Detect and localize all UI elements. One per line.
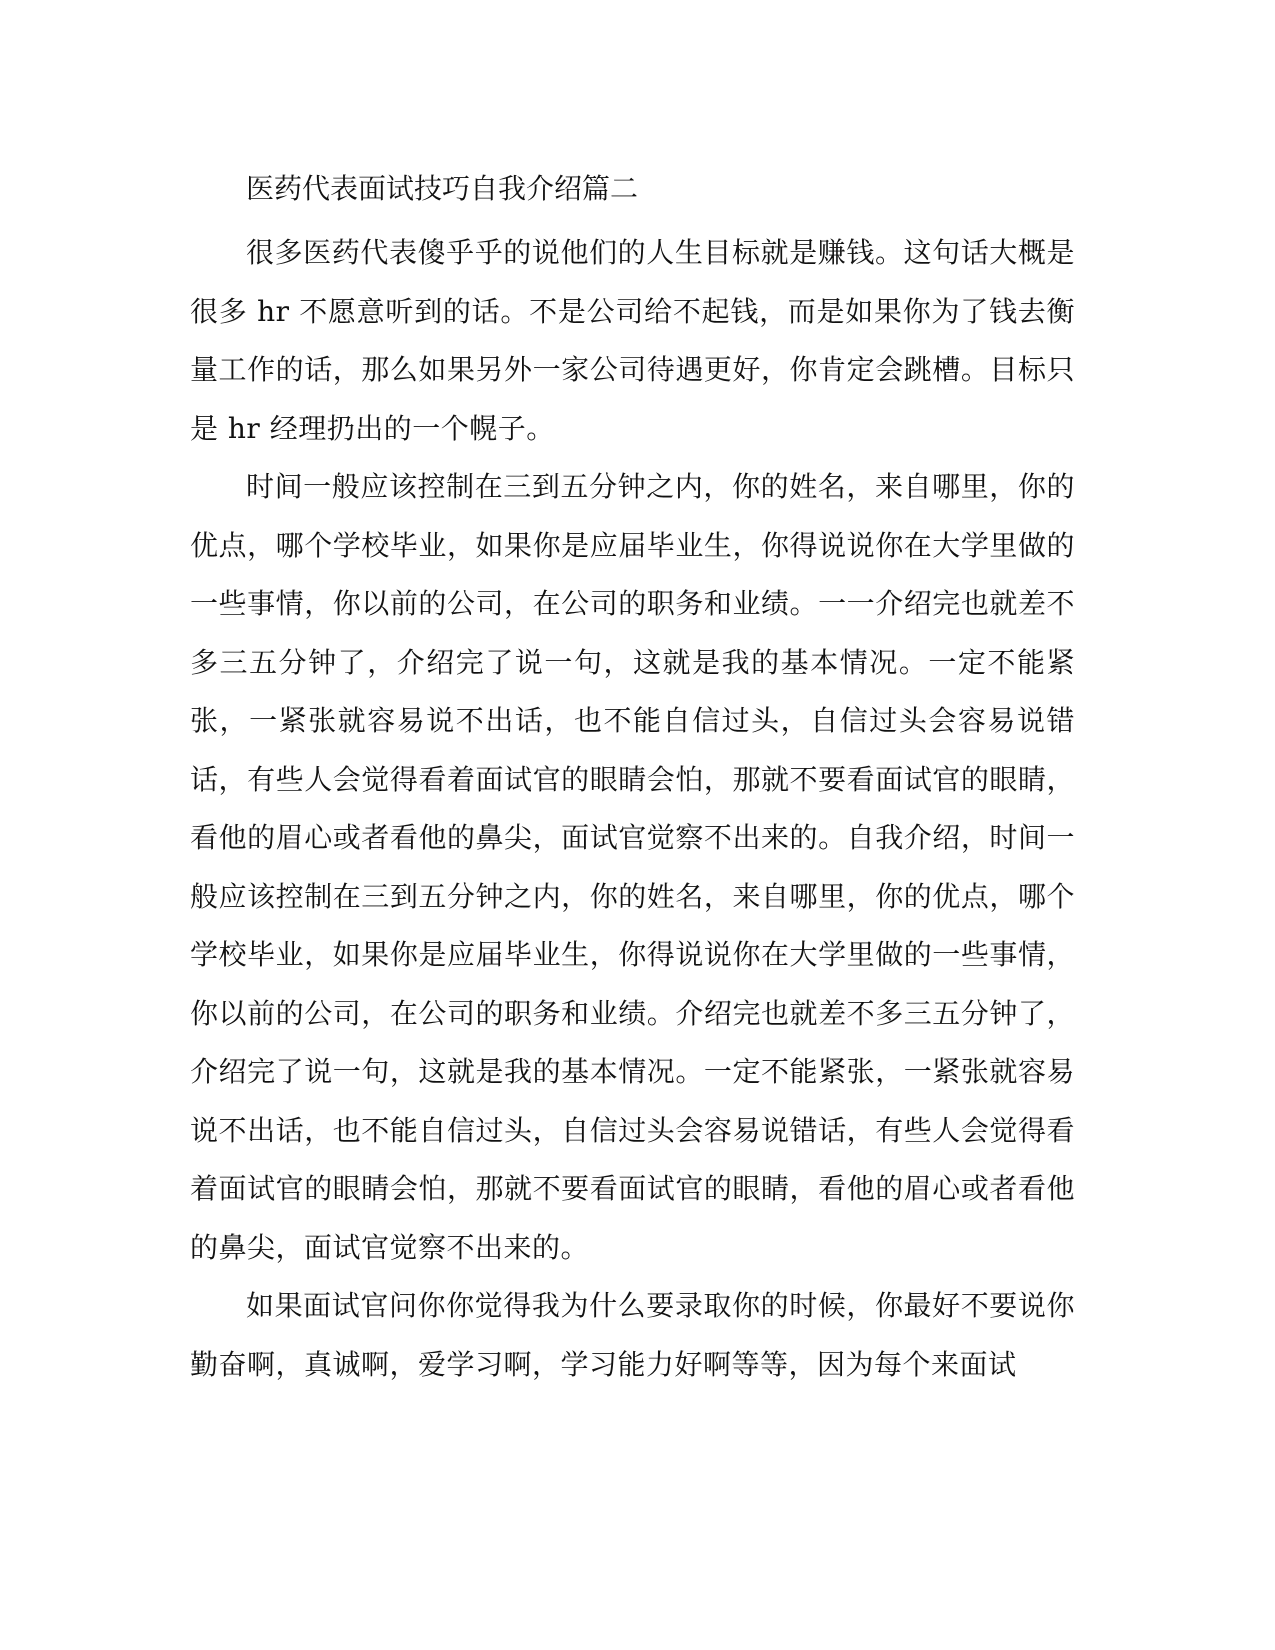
paragraph-why-hire: 如果面试官问你你觉得我为什么要录取你的时候，你最好不要说你勤奋啊，真诚啊，爱学习啊，学习能力好啊等等，因为每个来面试 bbox=[190, 1289, 1075, 1381]
paragraph-goal: 很多医药代表傻乎乎的说他们的人生目标就是赚钱。这句话大概是很多 hr 不愿意听到的话。不是公司给不起钱，而是如果你为了钱去衡量工作的话，那么如果另外一家公司待遇更好，你肯定会跳槽。目标只是 hr 经理扔出的一个幌子。 bbox=[190, 236, 1075, 445]
section-heading: 医药代表面试技巧自我介绍篇二 bbox=[246, 172, 639, 205]
document-body bbox=[190, 160, 1075, 1394]
paragraph-self-intro: 时间一般应该控制在三到五分钟之内，你的姓名，来自哪里，你的优点，哪个学校毕业，如果你是应届毕业生，你得说说你在大学里做的一些事情，你以前的公司，在公司的职务和业绩。一一介绍完也就差不多三五分钟了，介绍完了说一句，这就是我的基本情况。一定不能紧张，一紧张就容易说不出话，也不能自信过头，自信过头会容易说错话，有些人会觉得看着面试官的眼睛会怕，那就不要看面试官的眼睛，看他的眉心或者看他的鼻尖，面试官觉察不出来的。自我介绍，时间一般应该控制在三到五分钟之内，你的姓名，来自哪里，你的优点，哪个学校毕业，如果你是应届毕业生，你得说说你在大学里做的一些事情，你以前的公司，在公司的职务和业绩。介绍完也就差不多三五分钟了，介绍完了说一句，这就是我的基本情况。一定不能紧张，一紧张就容易说不出话，也不能自信过头，自信过头会容易说错话，有些人会觉得看着面试官的眼睛会怕，那就不要看面试官的眼睛，看他的眉心或者看他的鼻尖，面试官觉察不出来的。 bbox=[190, 470, 1075, 1264]
